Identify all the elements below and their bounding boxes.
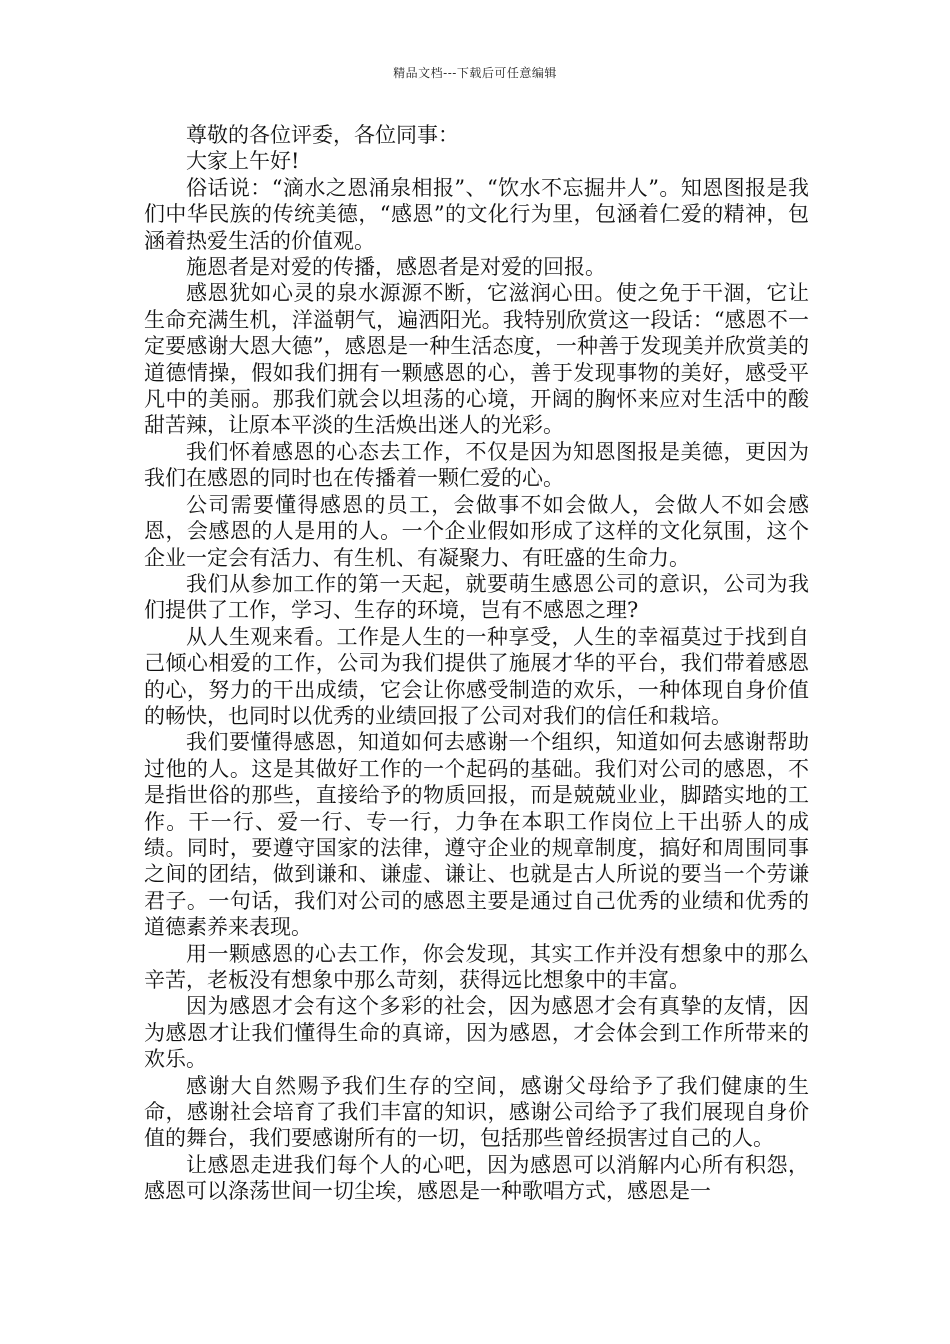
paragraph: 我们要懂得感恩，知道如何去感谢一个组织，知道如何去感谢帮助过他的人。这是其做好工作的一个起码的基础。我们对公司的感恩，不是指世俗的那些，直接给予的物质回报，而是兢兢业业，脚踏实地的工作。干一行、爱一行、专一行，力争在本职工作岗位上干出骄人的成绩。同时，要遵守国家的法律，遵守企业的规章制度，搞好和周围同事之间的团结，做到谦和、谦虚、谦让、也就是古人所说的要当一个劳谦君子。一句话，我们对公司的感恩主要是通过自己优秀的业绩和优秀的道德素养来表现。 [144,730,809,940]
paragraph: 施恩者是对爱的传播，感恩者是对爱的回报。 [186,255,606,280]
paragraph: 让感恩走进我们每个人的心吧，因为感恩可以消解内心所有积怨，感恩可以涤荡世间一切尘埃，感恩是一种歌唱方式，感恩是一 [144,1152,809,1204]
paragraph: 俗话说：“滴水之恩涌泉相报”、“饮水不忘掘井人”。知恩图报是我们中华民族的传统美德，“感恩”的文化行为里，包涵着仁爱的精神，包涵着热爱生活的价值观。 [144,175,809,253]
paragraph: 公司需要懂得感恩的员工，会做事不如会做人，会做人不如会感恩，会感恩的人是用的人。一个企业假如形成了这样的文化氛围，这个企业一定会有活力、有生机、有凝聚力、有旺盛的生命力。 [144,492,809,570]
paragraph: 因为感恩才会有这个多彩的社会，因为感恩才会有真挚的友情，因为感恩才让我们懂得生命的真谛，因为感恩，才会体会到工作所带来的欢乐。 [144,994,809,1072]
salutation-line: 大家上午好! [186,149,300,174]
paragraph: 我们从参加工作的第一天起，就要萌生感恩公司的意识，公司为我们提供了工作，学习、生存的环境，岂有不感恩之理? [144,571,809,623]
document-body [144,122,809,1205]
page-header: 精品文档---下载后可任意编辑 [393,66,557,80]
paragraph: 用一颗感恩的心去工作，你会发现，其实工作并没有想象中的那么辛苦，老板没有想象中那么苛刻，获得远比想象中的丰富。 [144,941,809,992]
paragraph: 感恩犹如心灵的泉水源源不断，它滋润心田。使之免于干涸，它让生命充满生机，洋溢朝气，遍洒阳光。我特别欣赏这一段话：“感恩不一定要感谢大恩大德”，感恩是一种生活态度，一种善于发现美并欣赏美的道德情操，假如我们拥有一颗感恩的心，善于发现事物的美好，感受平凡中的美丽。那我们就会以坦荡的心境，开阔的胸怀来应对生活中的酸甜苦辣，让原本平淡的生活焕出迷人的光彩。 [144,281,809,438]
greeting-line: 尊敬的各位评委，各位同事： [186,123,459,147]
paragraph: 感谢大自然赐予我们生存的空间，感谢父母给予了我们健康的生命，感谢社会培育了我们丰富的知识，感谢公司给予了我们展现自身价值的舞台，我们要感谢所有的一切，包括那些曾经损害过自己的人。 [144,1073,809,1151]
paragraph: 我们怀着感恩的心态去工作，不仅是因为知恩图报是美德，更因为我们在感恩的同时也在传播着一颗仁爱的心。 [144,439,809,491]
paragraph: 从人生观来看。工作是人生的一种享受，人生的幸福莫过于找到自己倾心相爱的工作，公司为我们提供了施展才华的平台，我们带着感恩的心，努力的干出成绩，它会让你感受制造的欢乐，一种体现自身价值的畅快，也同时以优秀的业绩回报了公司对我们的信任和栽培。 [144,624,809,728]
